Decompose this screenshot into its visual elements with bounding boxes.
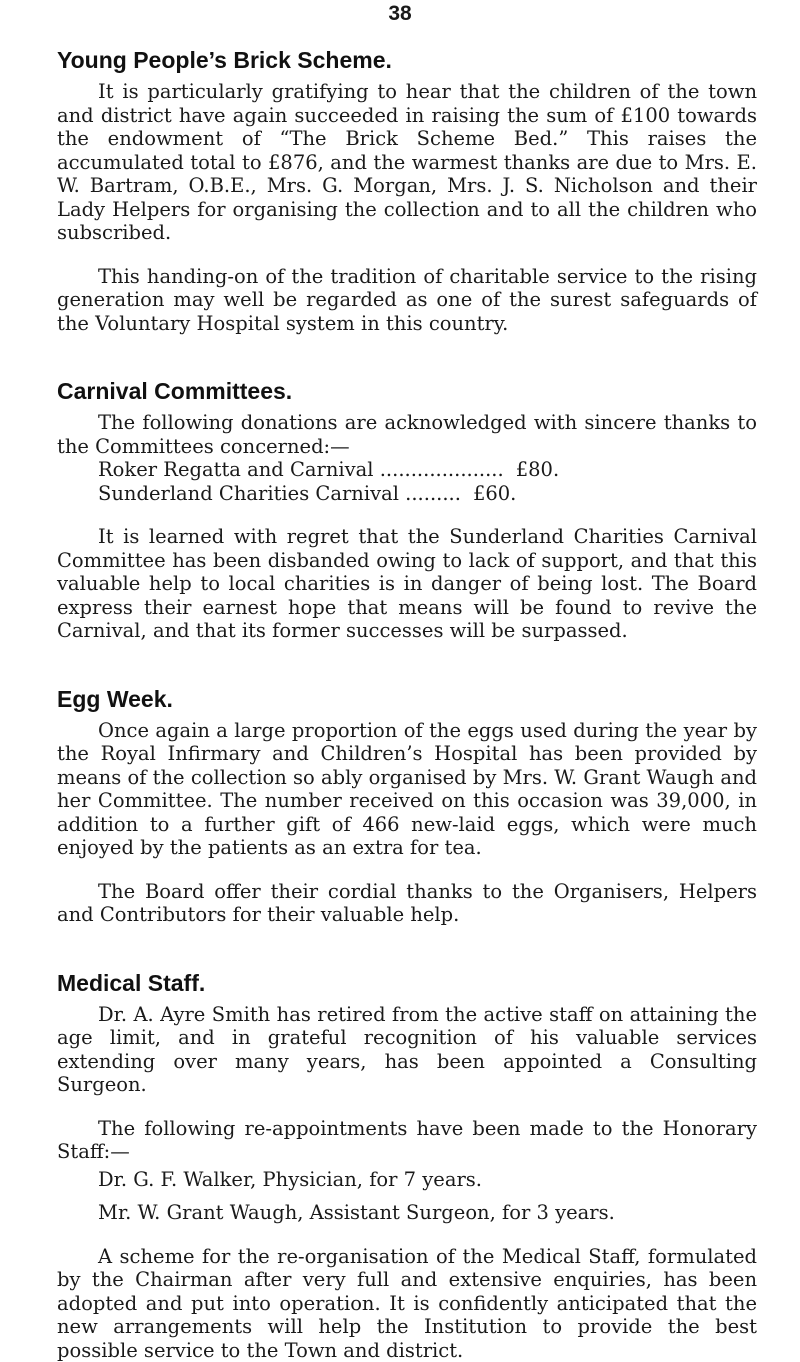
donation-leader: .........	[405, 482, 461, 506]
section-heading: Carnival Committees.	[57, 377, 757, 405]
paragraph: This handing-on of the tradition of charitable service to the rising generation may well be regarded as one of the surest safeguards of the Voluntary Hospital system in this country.	[57, 265, 757, 336]
appointment-line: Mr. W. Grant Waugh, Assistant Surgeon, for 3 years.	[57, 1201, 757, 1225]
donation-leader: ....................	[380, 458, 504, 482]
section-heading: Egg Week.	[57, 685, 757, 713]
donation-label: Sunderland Charities Carnival	[98, 482, 405, 506]
paragraph: The following re-appointments have been made to the Honorary Staff:—	[57, 1117, 757, 1164]
paragraph: Dr. A. Ayre Smith has retired from the active staff on attaining the age limit, and in grateful recognition of his valuable services extending over many years, has been appointed a Consulting Surgeon.	[57, 1003, 757, 1097]
paragraph: A scheme for the re-organisation of the Medical Staff, formulated by the Chairman after very full and extensive enquiries, has been adopted and put into operation. It is confidently anticipated that the new arrangements will help the Institution to provide the best possible service to the Town and district.	[57, 1245, 757, 1362]
donation-line	[57, 482, 757, 506]
paragraph: The Board offer their cordial thanks to the Organisers, Helpers and Contributors for their valuable help.	[57, 880, 757, 927]
paragraph: Once again a large proportion of the eggs used during the year by the Royal Infirmary and Children’s Hospital has been provided by means of the collection so ably organised by Mrs. W. Grant Waugh and her Committee. The number received on this occasion was 39,000, in addition to a further gift of 466 new-laid eggs, which were much enjoyed by the patients as an extra for tea.	[57, 719, 757, 860]
paragraph: The following donations are acknowledged with sincere thanks to the Committees concerned:—	[57, 411, 757, 458]
section-heading: Medical Staff.	[57, 969, 757, 997]
paragraph: It is learned with regret that the Sunderland Charities Carnival Committee has been disbanded owing to lack of support, and that this valuable help to local charities is in danger of being lost. The Board express their earnest hope that means will be found to revive the Carnival, and that its former successes will be surpassed.	[57, 525, 757, 643]
section-medical-staff	[57, 969, 757, 1362]
appointment-line: Dr. G. F. Walker, Physician, for 7 years.	[57, 1168, 757, 1192]
section-carnival	[57, 377, 757, 643]
page-number: 38	[0, 2, 800, 26]
page-content	[57, 46, 757, 1362]
section-egg-week	[57, 685, 757, 927]
donation-amount: £60.	[473, 482, 516, 506]
paragraph: It is particularly gratifying to hear that the children of the town and district have again succeeded in raising the sum of £100 towards the endowment of “The Brick Scheme Bed.” This raises the accumulated total to £876, and the warmest thanks are due to Mrs. E. W. Bartram, O.B.E., Mrs. G. Morgan, Mrs. J. S. Nicholson and their Lady Helpers for organising the collection and to all the children who subscribed.	[57, 80, 757, 245]
section-heading: Young People’s Brick Scheme.	[57, 46, 757, 74]
section-young-people	[57, 46, 757, 335]
donation-amount: £80.	[516, 458, 559, 482]
donation-label: Roker Regatta and Carnival	[98, 458, 380, 482]
donation-line	[57, 458, 757, 482]
